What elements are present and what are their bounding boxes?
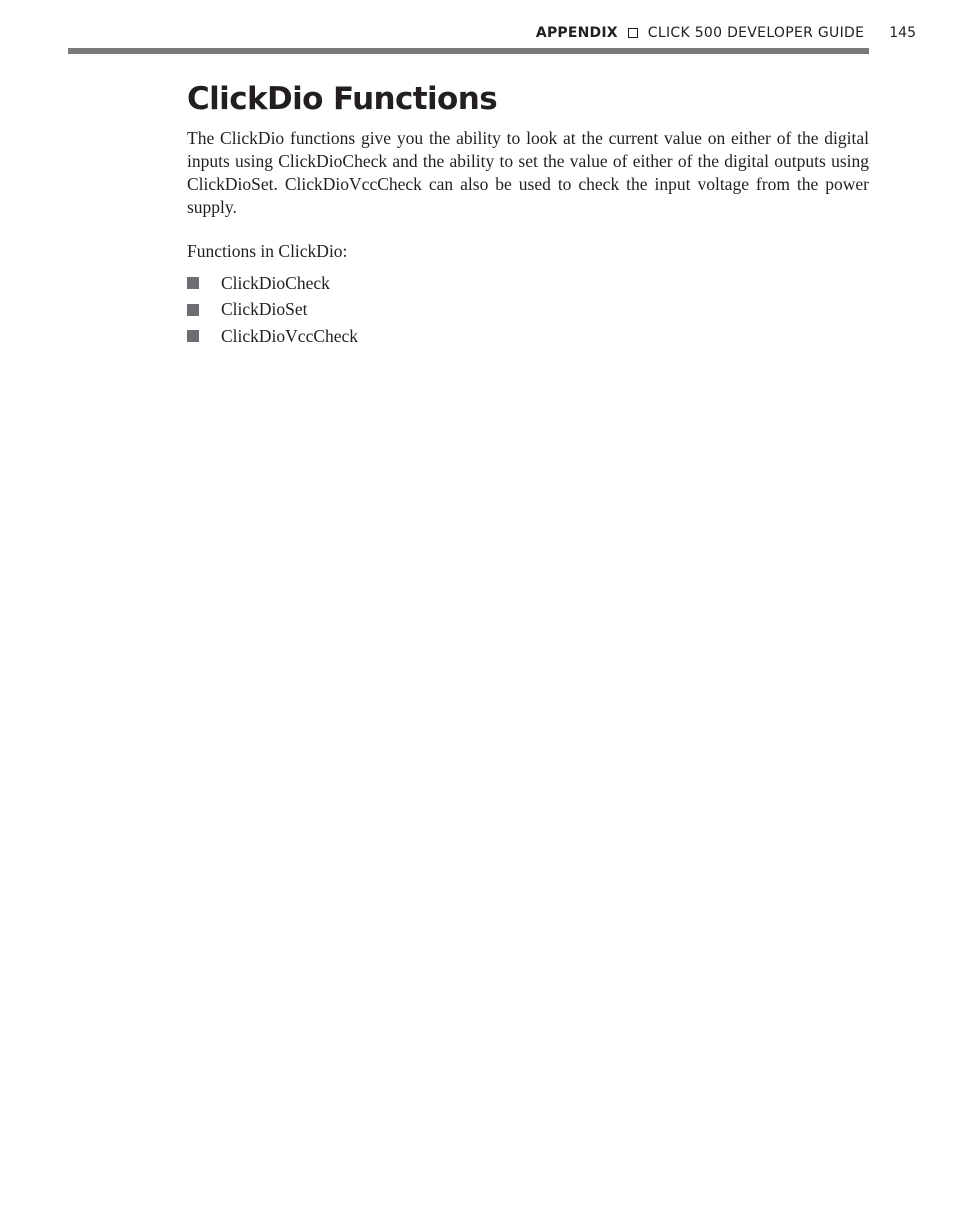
square-bullet-icon xyxy=(187,304,199,316)
function-name: ClickDioCheck xyxy=(221,272,330,293)
function-name: ClickDioSet xyxy=(221,299,308,320)
page-content xyxy=(187,80,869,350)
header-section-label: APPENDIX xyxy=(535,25,618,41)
list-item xyxy=(187,323,869,350)
function-list xyxy=(187,270,869,350)
list-item xyxy=(187,270,869,297)
list-intro: Functions in ClickDio: xyxy=(187,241,348,261)
square-outline-icon xyxy=(628,28,638,38)
list-item xyxy=(187,297,869,324)
header-rule xyxy=(68,48,869,54)
function-name: ClickDioVccCheck xyxy=(221,325,359,346)
page-title: ClickDio Functions xyxy=(187,81,498,117)
square-bullet-icon xyxy=(187,330,199,342)
header-guide-title: CLICK 500 DEVELOPER GUIDE xyxy=(647,25,865,41)
description-paragraph: The ClickDio functions give you the ability to look at the current value on either of the digital inputs using ClickDioCheck and the ability to set the value of either of the digital outputs using ClickDioSet. ClickDioVccCheck can also be used to check the input voltage from the power supply. xyxy=(187,128,869,217)
running-header xyxy=(536,25,916,41)
page-number: 145 xyxy=(889,25,916,41)
square-bullet-icon xyxy=(187,277,199,289)
